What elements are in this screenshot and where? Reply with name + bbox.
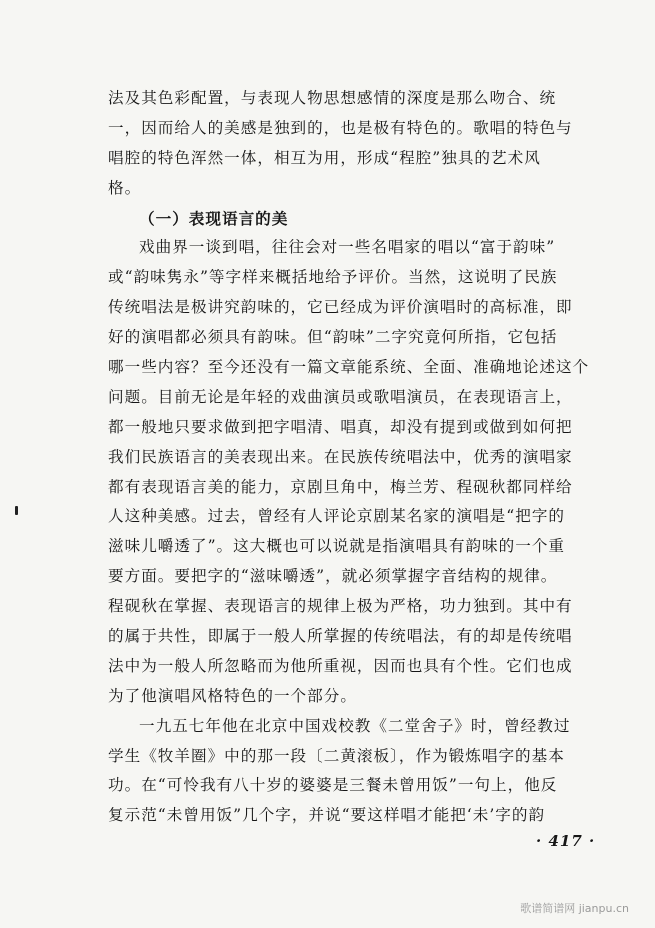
text-line: 哪一些内容？至今还没有一篇文章能系统、全面、准确地论述这个	[108, 358, 590, 377]
watermark: 歌谱简谱网 jianpu.cn	[520, 902, 629, 915]
text-line: 或“韵味隽永”等字样来概括地给予评价。当然，这说明了民族	[108, 268, 558, 287]
text-line: 程砚秋在掌握、表现语言的规律上极为严格，功力独到。其中有	[108, 597, 573, 616]
body-text	[108, 84, 606, 831]
text-line: 法中为一般人所忽略而为他所重视，因而也具有个性。它们也成	[108, 656, 573, 675]
text-line: 一，因而给人的美感是独到的，也是极有特色的。歌唱的特色与	[108, 118, 573, 137]
text-line: 戏曲界一谈到唱，往往会对一些名唱家的唱以“富于韵味”	[139, 238, 556, 257]
page-number: · 417 ·	[536, 832, 596, 850]
text-line: 滋味儿嚼透了”。这大概也可以说就是指演唱具有韵味的一个重	[108, 537, 566, 556]
text-line: 法及其色彩配置，与表现人物思想感情的深度是那么吻合、统	[108, 89, 557, 107]
text-line: 复示范“未曾用饭”几个字，并说“要这样唱才能把‘未’字的韵	[108, 806, 546, 825]
text-line: 传统唱法是极讲究韵味的，它已经成为评价演唱时的高标准，即	[108, 298, 573, 317]
section-heading: （一）表现语言的美	[139, 208, 289, 228]
text-line: 唱腔的特色浑然一体，相互为用，形成“程腔”独具的艺术风	[108, 148, 541, 167]
text-line: 好的演唱都必须具有韵味。但“韵味”二字究竟何所指，它包括	[108, 328, 558, 347]
text-line: 学生《牧羊圈》中的那一段〔二黄滚板〕，作为锻炼唱字的基本	[108, 746, 565, 765]
text-line: 为了他演唱风格特色的一个部分。	[108, 686, 357, 705]
text-line: 我们民族语言的美表现出来。在民族传统唱法中，优秀的演唱家	[108, 447, 573, 466]
text-line: 都有表现语言美的能力，京剧旦角中，梅兰芳、程砚秋都同样给	[108, 477, 573, 496]
text-line: 格。	[108, 178, 142, 197]
text-line: 人这种美感。过去，曾经有人评论京剧某名家的演唱是“把字的	[108, 507, 566, 526]
text-line: 功。在“可怜我有八十岁的婆婆是三餐未曾用饭”一句上，他反	[108, 776, 558, 795]
text-line: 要方面。要把字的“滋味嚼透”，就必须掌握字音结构的规律。	[108, 567, 558, 586]
text-line: 都一般地只要求做到把字唱清、唱真，却没有提到或做到如何把	[108, 417, 573, 436]
text-line: 的属于共性，即属于一般人所掌握的传统唱法，有的却是传统唱	[108, 627, 573, 646]
text-line: 问题。目前无论是年轻的戏曲演员或歌唱演员，在表现语言上，	[108, 387, 573, 406]
text-line: 一九五七年他在北京中国戏校教《二堂舍子》时，曾经教过	[139, 716, 571, 735]
margin-mark	[15, 506, 18, 515]
